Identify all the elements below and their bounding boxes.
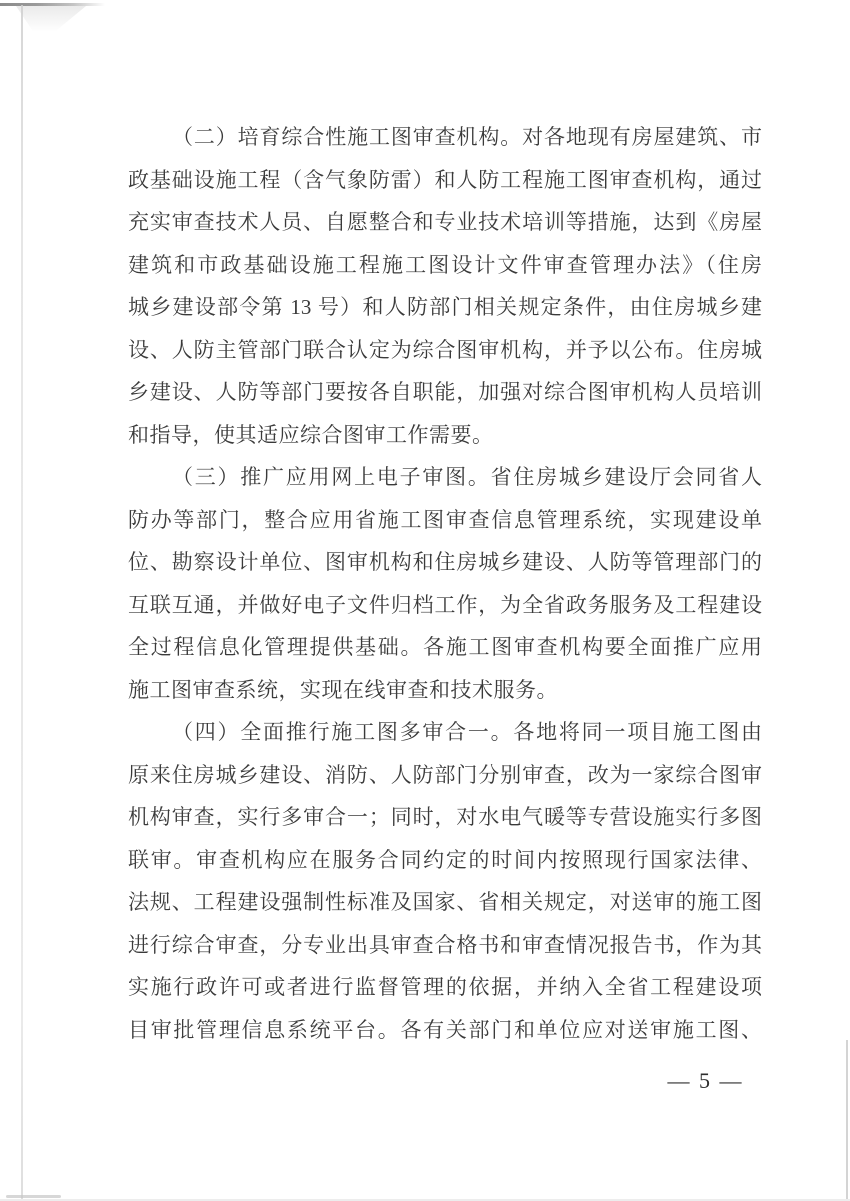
document-text bbox=[128, 116, 762, 1051]
page-number: — 5 — bbox=[667, 1068, 744, 1093]
text-line: 防办等部门，整合应用省施工图审查信息管理系统，实现建设单 bbox=[128, 507, 762, 532]
text-line: 原来住房城乡建设、消防、人防部门分别审查，改为一家综合图审 bbox=[128, 762, 762, 787]
text-line: 联审。审查机构应在服务合同约定的时间内按照现行国家法律、 bbox=[128, 847, 762, 872]
text-line: （四）全面推行施工图多审合一。各地将同一项目施工图由 bbox=[172, 720, 762, 744]
scan-artifact-left-line bbox=[21, 5, 23, 1201]
text-line: 建筑和市政基础设施工程施工图设计文件审查管理办法》（住房 bbox=[128, 252, 762, 277]
text-line: 城乡建设部令第 13 号）和人防部门相关规定条件，由住房城乡建 bbox=[128, 295, 762, 319]
text-line: 政基础设施工程（含气象防雷）和人防工程施工图审查机构，通过 bbox=[128, 167, 762, 192]
text-line: 法规、工程建设强制性标准及国家、省相关规定，对送审的施工图 bbox=[128, 890, 762, 914]
text-line: 位、勘察设计单位、图审机构和住房城乡建设、人防等管理部门的 bbox=[128, 550, 762, 574]
text-line: 充实审查技术人员、自愿整合和专业技术培训等措施，达到《房屋 bbox=[128, 210, 762, 234]
text-line: 乡建设、人防等部门要按各自职能，加强对综合图审机构人员培训 bbox=[128, 380, 762, 404]
scan-artifact-top-edge bbox=[0, 3, 105, 6]
text-line: 全过程信息化管理提供基础。各施工图审查机构要全面推广应用 bbox=[128, 635, 762, 659]
text-line: 目审批管理信息系统平台。各有关部门和单位应对送审施工图、 bbox=[128, 1017, 762, 1042]
text-line: （三）推广应用网上电子审图。省住房城乡建设厅会同省人 bbox=[172, 465, 762, 489]
text-line: 互联互通，并做好电子文件归档工作，为全省政务服务及工程建设 bbox=[128, 592, 762, 617]
scan-artifact-top-wedge bbox=[16, 6, 86, 32]
text-line: 实施行政许可或者进行监督管理的依据，并纳入全省工程建设项 bbox=[128, 975, 762, 999]
scan-artifact-right-line bbox=[846, 1040, 848, 1201]
text-line: 和指导，使其适应综合图审工作需要。 bbox=[128, 422, 494, 447]
text-line: 机构审查，实行多审合一；同时，对水电气暖等专营设施实行多图 bbox=[128, 805, 762, 829]
text-line: 设、人防主管部门联合认定为综合图审机构，并予以公布。住房城 bbox=[128, 337, 762, 362]
text-line: 施工图审查系统，实现在线审查和技术服务。 bbox=[128, 677, 558, 702]
scan-artifact-bottom-smudge bbox=[6, 1195, 61, 1198]
text-line: （二）培育综合性施工图审查机构。对各地现有房屋建筑、市 bbox=[172, 125, 762, 149]
text-line: 进行综合审查，分专业出具审查合格书和审查情况报告书，作为其 bbox=[128, 932, 762, 957]
